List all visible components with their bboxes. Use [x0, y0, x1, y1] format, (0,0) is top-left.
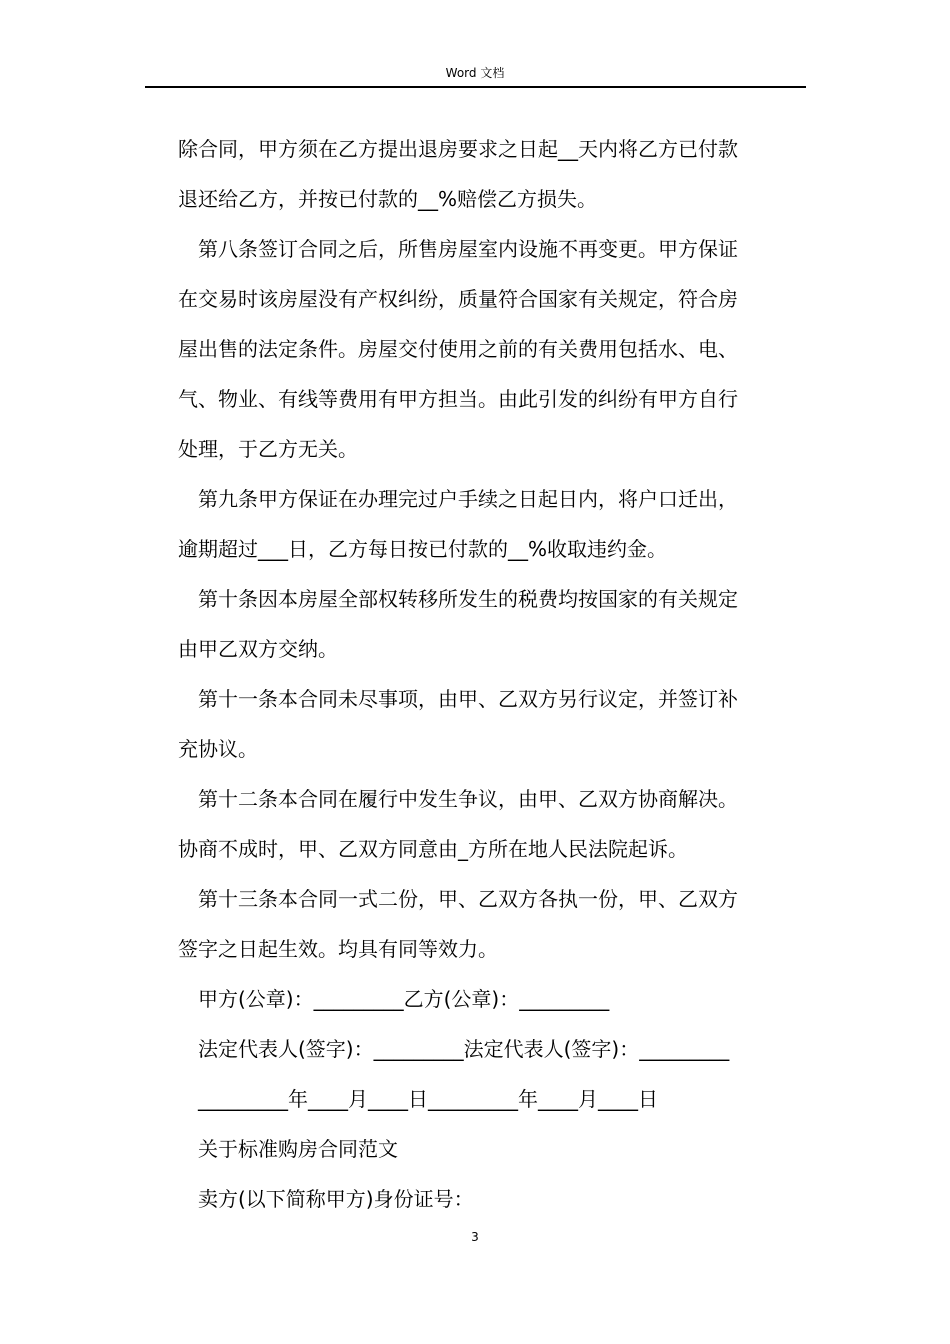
- clause-11: 第十一条本合同未尽事项，由甲、乙双方另行议定，并签订补: [198, 687, 738, 711]
- text-line: 签字之日起生效。均具有同等效力。: [178, 937, 498, 961]
- text-line: 处理，于乙方无关。: [178, 437, 358, 461]
- seller-id-line: 卖方(以下简称甲方)身份证号：: [198, 1187, 474, 1211]
- text-line: 逾期超过___日，乙方每日按已付款的__%收取违约金。: [178, 537, 668, 561]
- party-seals-line: 甲方(公章)：_________乙方(公章)：_________: [198, 987, 610, 1011]
- clause-13: 第十三条本合同一式二份，甲、乙双方各执一份，甲、乙双方: [198, 887, 738, 911]
- text-line: 协商不成时，甲、乙双方同意由_方所在地人民法院起诉。: [178, 837, 688, 861]
- text-line: 屋出售的法定条件。房屋交付使用之前的有关费用包括水、电、: [178, 337, 738, 361]
- section-title: 关于标准购房合同范文: [198, 1137, 398, 1161]
- text-line: 在交易时该房屋没有产权纠纷，质量符合国家有关规定，符合房: [178, 287, 738, 311]
- clause-8: 第八条签订合同之后，所售房屋室内设施不再变更。甲方保证: [198, 237, 738, 261]
- text-line: 由甲乙双方交纳。: [178, 637, 338, 661]
- header-divider: [145, 86, 806, 88]
- page-number: 3: [471, 1230, 479, 1244]
- clause-9: 第九条甲方保证在办理完过户手续之日起日内，将户口迁出，: [198, 487, 738, 511]
- signature-date-line: _________年____月____日_________年____月____日: [198, 1087, 658, 1111]
- clause-12: 第十二条本合同在履行中发生争议，由甲、乙双方协商解决。: [198, 787, 738, 811]
- text-line: 除合同，甲方须在乙方提出退房要求之日起__天内将乙方已付款: [178, 137, 738, 161]
- text-line: 充协议。: [178, 737, 258, 761]
- page-header: Word 文档: [445, 66, 505, 80]
- legal-representatives-line: 法定代表人(签字)：_________法定代表人(签字)：_________: [198, 1037, 730, 1061]
- document-body: [178, 124, 808, 1224]
- text-line: 气、物业、有线等费用有甲方担当。由此引发的纠纷有甲方自行: [178, 387, 738, 411]
- text-line: 退还给乙方，并按已付款的__%赔偿乙方损失。: [178, 187, 598, 211]
- clause-10: 第十条因本房屋全部权转移所发生的税费均按国家的有关规定: [198, 587, 738, 611]
